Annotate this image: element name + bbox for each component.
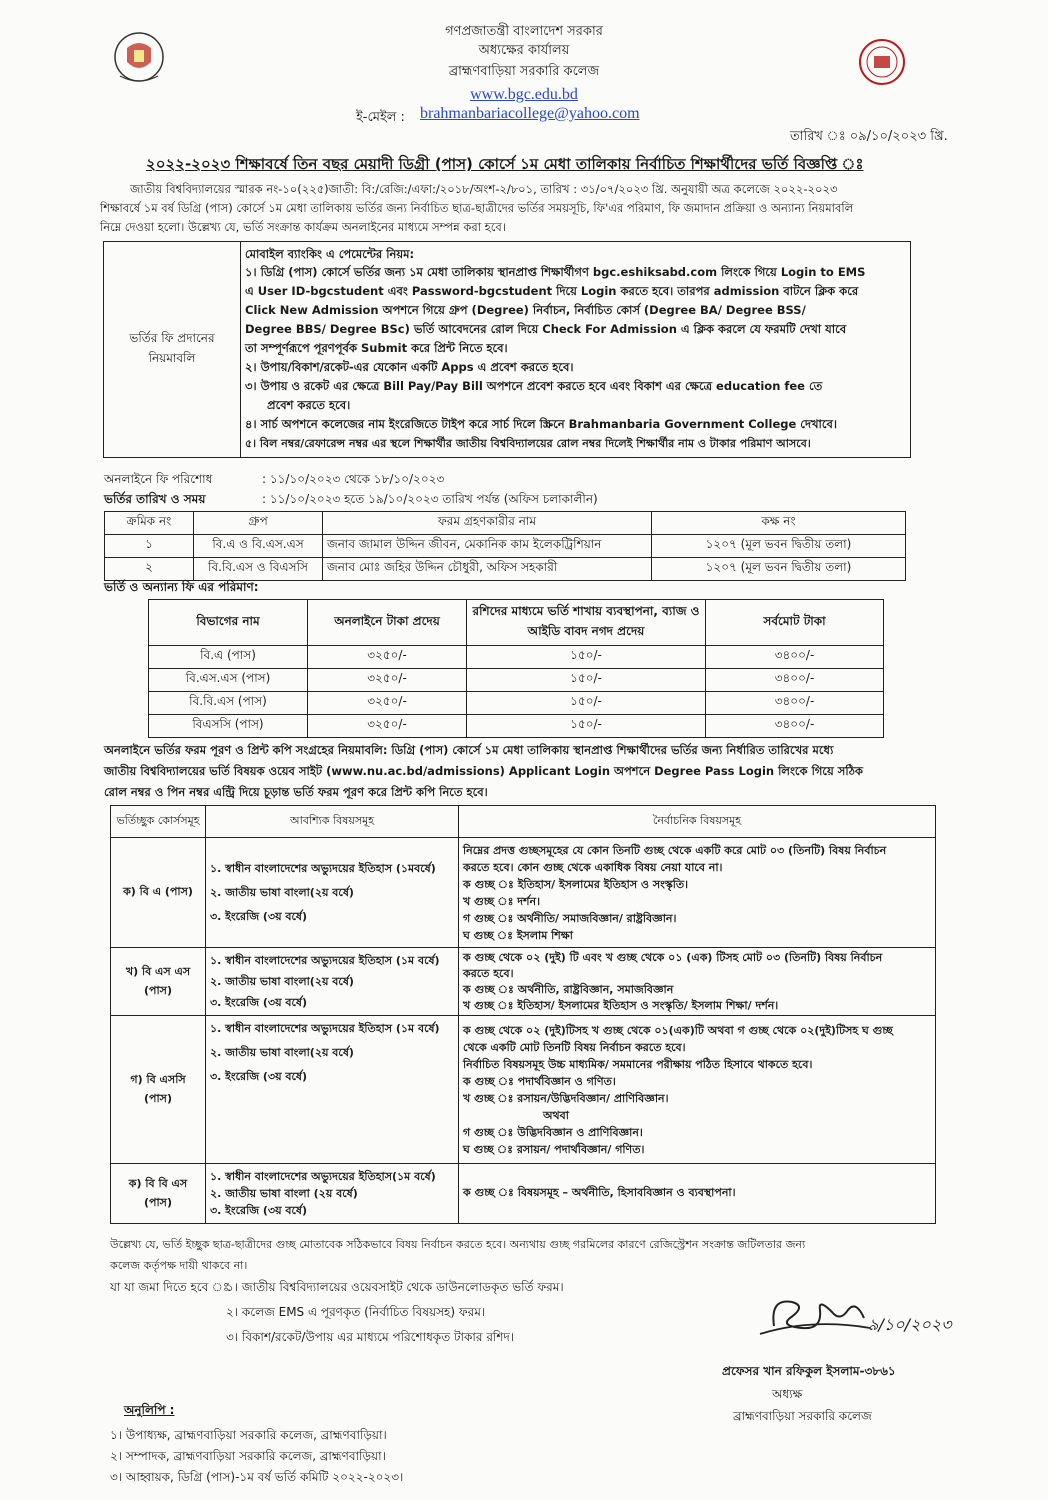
col-header: ফরম গ্রহণকারীর নাম [323,512,652,535]
note-line: কলেজ কর্তৃপক্ষ দায়ী থাকবে না। [110,1259,248,1272]
fee-rules-table [103,241,911,458]
table-row [111,1016,936,1164]
copy-item: ৩। আহ্বায়ক, ডিগ্রি (পাস)-১ম বর্ষ ভর্তি কমিটি ২০২২-২০২৩। [110,1470,404,1484]
elective-item: করতে হবে। কোন গুচ্ছ থেকে একাধিক বিষয় নেয়া যাবে না। [463,860,723,874]
online-payment-value: : ১১/১০/২০২৩ থেকে ১৮/১০/২০২৩ [262,472,445,486]
left-logo [110,30,168,88]
fee-rule-line: এ User ID-bgcstudent এবং Password-bgcstudent দিয়ে Login করতে হবে। তারপর admission বাটনে ক্লিক করে [245,284,859,298]
fee-rule-line: প্রবেশ করতে হবে। [267,398,351,412]
intro-line: শিক্ষাবর্ষে ১ম বর্ষ ডিগ্রি (পাস) কোর্সে ১ম মেধা তালিকায় ভর্তির জন্য নির্বাচিত ছাত্র-ছাত্রীদের ভর্তির সময়সূচি, ফি'এর পরিমাণ, ফি জমাদান প্রক্রিয়া ও অন্যান্য নিয়মাবলি [100,201,854,215]
cell: ৩৪০০/- [706,646,884,669]
elective-item: ক গুচ্ছ ঃ অর্থনীতি, রাষ্ট্রবিজ্ঞান, সমাজবিজ্ঞান [463,982,674,996]
submit-item: ২। কলেজ EMS এ পূরণকৃত (নির্বাচিত বিষয়সহ) ফরম। [226,1305,486,1319]
col-header: অনলাইনে টাকা প্রদেয় [308,600,467,646]
header-line1: গণপ্রজাতন্ত্রী বাংলাদেশ সরকার [445,24,603,39]
online-payment-label: অনলাইনে ফি পরিশোধ [104,472,213,486]
email-link[interactable]: brahmanbariacollege@yahoo.com [420,105,640,122]
elective-cell [459,1016,936,1164]
elective-item: ক গুচ্ছ ঃ বিষয়সমূহ – অর্থনীতি, হিসাববিজ্ঞান ও ব্যবস্থাপনা। [463,1186,736,1199]
compulsory-item: ৩. ইংরেজি (৩য় বর্ষে) [210,909,308,923]
elective-item: খ গুচ্ছ ঃ দর্শন। [463,894,541,908]
email-label: ই-মেইল : [356,110,405,125]
subject-table [110,805,936,1224]
cell: ১ [105,535,194,558]
note [110,1234,940,1276]
compulsory-item: ৩. ইংরেজি (৩য় বর্ষে) [210,1204,308,1217]
elective-item: গ গুচ্ছ ঃ অর্থনীতি/ সমাজবিজ্ঞান/ রাষ্ট্রবিজ্ঞান। [463,911,677,925]
elective-item: ক গুচ্ছ ঃ ইতিহাস/ ইসলামের ইতিহাস ও সংস্কৃতি। [463,877,689,891]
fee-rule-line: তা সম্পূর্ণরূপে পূরণপূর্বক Submit করে প্রিন্ট নিতে হবে। [245,341,508,355]
cell: ১৫০/- [467,715,706,738]
admission-time-value: : ১১/১০/২০২৩ হতে ১৯/১০/২০২৩ তারিখ পর্যন্ত (অফিস চলাকালীন) [262,492,598,506]
cell: ১৫০/- [467,646,706,669]
elective-item: ক গুচ্ছ ঃ পদার্থবিজ্ঞান ও গণিত। [463,1074,616,1088]
signature-date: ৯/১০/২০২৩ [868,1315,952,1334]
compulsory-item: ১. স্বাধীন বাংলাদেশের অভ্যুদয়ের ইতিহাস(১ম বর্ষে) [210,1170,436,1183]
notice-title: ২০২২-২০২৩ শিক্ষাবর্ষে তিন বছর মেয়াদী ডিগ্রী (পাস) কোর্সে ১ম মেধা তালিকায় নির্বাচিত শিক্ষার্থীদের ভর্তি বিজ্ঞপ্তি ঃ [146,155,864,173]
cell: বি.এ ও বি.এস.এস [194,535,323,558]
col-header: নৈর্বাচনিক বিষয়সমূহ [459,806,936,838]
compulsory-item: ৩. ইংরেজি (৩য় বর্ষে) [210,996,308,1009]
fee-rule-line: ২। উপায়/বিকাশ/রকেট-এর যেকোন একটি Apps এ প্রবেশ করতে হবে। [245,360,574,374]
compulsory-item: ২. জাতীয় ভাষা বাংলা (২য় বর্ষে) [210,1187,358,1200]
cell: ৩২৫০/- [308,669,467,692]
cell: বি.বি.এস ও বিএসসি [194,558,323,581]
compulsory-item: ২. জাতীয় ভাষা বাংলা(২য় বর্ষে) [210,885,354,899]
intro-line: নিম্নে দেওয়া হলো। উল্লেখ্য যে, ভর্তি সংক্রান্ত কার্যক্রম অনলাইনের মাধ্যমে সম্পন্ন করা হবে। [100,220,506,234]
fee-heading: ভর্তি ও অন্যান্য ফি এর পরিমাণ: [104,580,259,594]
cell: বি.বি.এস (পাস) [149,692,308,715]
table-row [149,692,884,715]
receiver-table [104,511,906,581]
col-header: সর্বমোট টাকা [706,600,884,646]
col-header: আবশ্যিক বিষয়সমূহ [206,806,459,838]
elective-item: করতে হবে। [463,966,514,980]
elective-cell [459,948,936,1016]
fee-rules-label: ভর্তির ফি প্রদানের নিয়মাবলি [104,242,241,458]
intro-paragraph [100,180,930,237]
compulsory-item: ১. স্বাধীন বাংলাদেশের অভ্যুদয়ের ইতিহাস (১মবর্ষে) [210,861,436,875]
notice-date: তারিখ ঃ ০৯/১০/২০২৩ খ্রি. [790,129,948,144]
fee-rule-line: ৩। উপায় ও রকেট এর ক্ষেত্রে Bill Pay/Pay Bill অপশনে প্রবেশ করতে হবে এবং বিকাশ এর ক্ষেত্রে education fee তে [245,379,823,393]
intro-line: জাতীয় বিশ্ববিদ্যালয়ের স্মারক নং-১০(২২৫)জাতী: বি:/রেজি:/এফা:/২০১৮/অংশ-২/৮০১, তারিখ : ৩১/০৭/২০২৩ খ্রি. অনুযায়ী অত্র কলেজে ২০২২-২০২৩ [130,182,838,196]
elective-item: ঘ গুচ্ছ ঃ ইসলাম শিক্ষা [463,928,573,942]
elective-item: নিম্নের প্রদত্ত গুচ্ছসমূহের যে কোন তিনটি গুচ্ছ থেকে একটি করে মোট ০৩ (তিনটি) বিষয় নির্বাচন [463,843,887,857]
compulsory-cell [206,1016,459,1164]
elective-item: গ গুচ্ছ ঃ উদ্ভিদবিজ্ঞান ও প্রাণিবিজ্ঞান। [463,1125,643,1139]
website-link[interactable]: www.bgc.edu.bd [470,86,578,103]
signatory-name: প্রফেসর খান রফিকুল ইসলাম-৩৮৬১ [722,1364,896,1378]
table-row [111,948,936,1016]
cell: ৩২৫০/- [308,646,467,669]
form-rules-line: রোল নম্বর ও পিন নম্বর এন্ট্রি দিয়ে চূড়ান্ত ভর্তি ফরম পূরণ করে প্রিন্ট কপি নিতে হবে। [104,785,488,799]
compulsory-item: ১. স্বাধীন বাংলাদেশের অভ্যুদয়ের ইতিহাস (১ম বর্ষে) [210,1022,440,1035]
cell: ৩৪০০/- [706,669,884,692]
copy-item: ২। সম্পাদক, ব্রাহ্মণবাড়িয়া সরকারি কলেজ, ব্রাহ্মণবাড়িয়া। [110,1449,386,1463]
col-header: ক্রমিক নং [105,512,194,535]
cell: ১২০৭ (মূল ভবন দ্বিতীয় তলা) [652,535,906,558]
signatory-designation: অধ্যক্ষ [772,1387,803,1401]
compulsory-cell [206,1164,459,1224]
fee-rules-heading: মোবাইল ব্যাংকিং এ পেমেন্টের নিয়ম: [245,247,415,261]
cell: বি.এ (পাস) [149,646,308,669]
compulsory-cell [206,948,459,1016]
compulsory-cell [206,838,459,948]
submit-label: যা যা জমা দিতে হবে ঃ [110,1280,230,1294]
col-header: গ্রুপ [194,512,323,535]
table-row [149,669,884,692]
compulsory-item: ৩. ইংরেজি (৩য় বর্ষে) [210,1070,308,1083]
course-cell: ক) বি এ (পাস) [111,838,206,948]
cell: জনাব জামাল উদ্দিন জীবন, মেকানিক কাম ইলেকট্রিশিয়ান [323,535,652,558]
cell: জনাব মোঃ জহির উদ্দিন চৌধুরী, অফিস সহকারী [323,558,652,581]
col-header: রশিদের মাধ্যমে ভর্তি শাখায় ব্যবস্থাপনা, ব্যাজ ও আইডি বাবদ নগদ প্রদেয় [467,600,706,646]
compulsory-item: ১. স্বাধীন বাংলাদেশের অভ্যুদয়ের ইতিহাস (১ম বর্ষে) [210,954,440,967]
header-line3: ব্রাহ্মণবাড়িয়া সরকারি কলেজ [448,64,600,79]
elective-item: ক গুচ্ছ থেকে ০২ (দুই)টিসহ খ গুচ্ছ থেকে ০১(এক)টি অথবা গ গুচ্ছ থেকে ০২(দুই)টিসহ ঘ গুচ্ছ [463,1023,893,1037]
cell: ১৫০/- [467,692,706,715]
col-header: বিভাগের নাম [149,600,308,646]
table-row [105,558,906,581]
header-line2: অধ্যক্ষের কার্যালয় [478,43,570,58]
submit-item: ৩। বিকাশ/রকেট/উপায় এর মাধ্যমে পরিশোধকৃত টাকার রশিদ। [226,1330,515,1344]
course-cell: খ) বি এস এস (পাস) [111,948,206,1016]
form-rules-line: অনলাইনে ভর্তির ফরম পূরণ ও প্রিন্ট কপি সংগ্রহের নিয়মাবলি: ডিগ্রি (পাস) কোর্সে ১ম মেধা তালিকায় স্থানপ্রাপ্ত শিক্ষার্থীদের ভর্তির জন্য নির্ধারিত তারিখের মধ্যে [104,743,834,757]
copy-label: অনুলিপি : [124,1403,175,1417]
table-row [111,1164,936,1224]
table-row [149,646,884,669]
elective-item: অথবা [543,1108,569,1122]
form-rules [104,740,934,803]
cell: ১২০৭ (মূল ভবন দ্বিতীয় তলা) [652,558,906,581]
elective-cell [459,1164,936,1224]
elective-item: ক গুচ্ছ থেকে ০২ (দুই) টি এবং খ গুচ্ছ থেকে ০১ (এক) টিসহ মোট ০৩ (তিনটি) বিষয় নির্বাচন [463,950,883,964]
compulsory-item: ২. জাতীয় ভাষা বাংলা(২য় বর্ষে) [210,975,354,988]
cell: ৩৪০০/- [706,692,884,715]
elective-item: খ গুচ্ছ ঃ ইতিহাস/ ইসলামের ইতিহাস ও সংস্কৃতি/ ইসলাম শিক্ষা/ দর্শন। [463,998,779,1012]
right-seal [858,38,906,86]
table-row [149,715,884,738]
fee-rules-content [241,242,911,458]
signatory-office: ব্রাহ্মণবাড়িয়া সরকারি কলেজ [733,1409,872,1423]
cell: বি.এস.এস (পাস) [149,669,308,692]
admission-time-label: ভর্তির তারিখ ও সময় [104,492,206,506]
fee-rule-line: Click New Admission অপশনে গিয়ে গ্রুপ (Degree) নির্বাচন, নির্বাচিত কোর্স (Degree BA/ Degree BSS/ [245,303,806,317]
cell: বিএসসি (পাস) [149,715,308,738]
compulsory-item: ২. জাতীয় ভাষা বাংলা(২য় বর্ষে) [210,1046,354,1059]
note-line: উল্লেখ্য যে, ভর্তি ইচ্ছুক ছাত্র-ছাত্রীদের গুচ্ছ মোতাবেক সঠিকভাবে বিষয় নির্বাচন করতে হবে। অন্যথায় গুচ্ছ গরমিলের কারণে রেজিস্ট্রেশন সংক্রান্ত জটিলতার জন্য [110,1238,806,1251]
cell: ২ [105,558,194,581]
cell: ৩২৫০/- [308,692,467,715]
course-cell: ক) বি বি এস (পাস) [111,1164,206,1224]
col-header: ভর্তিচ্ছুক কোর্সসমূহ [111,806,206,838]
elective-item: ঘ গুচ্ছ ঃ রসায়ন/ পদার্থবিজ্ঞান/ গণিত। [463,1142,645,1156]
table-row [111,838,936,948]
elective-item: খ গুচ্ছ ঃ রসায়ন/উদ্ভিদবিজ্ঞান/ প্রাণিবিজ্ঞান। [463,1091,669,1105]
cell: ৩৪০০/- [706,715,884,738]
col-header: কক্ষ নং [652,512,906,535]
course-cell: গ) বি এসসি (পাস) [111,1016,206,1164]
cell: ১৫০/- [467,669,706,692]
elective-item: নির্বাচিত বিষয়সমূহ উচ্চ মাধ্যমিক/ সমমানের পরীক্ষায় পঠিত হিসাবে থাকতে হবে। [463,1057,813,1071]
submit-item: ১। জাতীয় বিশ্ববিদ্যালয়ের ওয়েবসাইট থেকে ডাউনলোডকৃত ভর্তি ফরম। [226,1280,564,1294]
table-row [105,535,906,558]
elective-cell [459,838,936,948]
fee-rule-line: ৫। বিল নম্বর/রেফারেন্স নম্বর এর স্থলে শিক্ষার্থীর জাতীয় বিশ্ববিদ্যালয়ের রোল নম্বর দিলেই শিক্ষার্থীর নাম ও টাকার পরিমাণ আসবে। [245,437,811,450]
form-rules-line: জাতীয় বিশ্ববিদ্যালয়ের ভর্তি বিষয়ক ওয়েব সাইট (www.nu.ac.bd/admissions) Applicant Login অপশনে Degree Pass Login লিংকে গিয়ে সঠিক [104,764,863,778]
fee-table [148,599,884,738]
elective-item: থেকে একটি মোট তিনটি বিষয় নির্বাচন করতে হবে। [463,1040,686,1054]
fee-rule-line: ৪। সার্চ অপশনে কলেজের নাম ইংরেজিতে টাইপ করে সার্চ দিলে স্ক্রিনে Brahmanbaria Government College দেখাবে। [245,417,838,431]
fee-rule-line: Degree BBS/ Degree BSc) ভর্তি আবেদনের রোল দিয়ে Check For Admission এ ক্লিক করলে যে ফরমটি দেখা যাবে [245,322,847,336]
fee-rule-line: ১। ডিগ্রি (পাস) কোর্সে ভর্তির জন্য ১ম মেধা তালিকায় স্থানপ্রাপ্ত শিক্ষার্থীগণ bgc.eshiksabd.com লিংকে গিয়ে Login to EMS [245,265,866,279]
cell: ৩২৫০/- [308,715,467,738]
copy-item: ১। উপাধ্যক্ষ, ব্রাহ্মণবাড়িয়া সরকারি কলেজ, ব্রাহ্মণবাড়িয়া। [110,1428,387,1442]
